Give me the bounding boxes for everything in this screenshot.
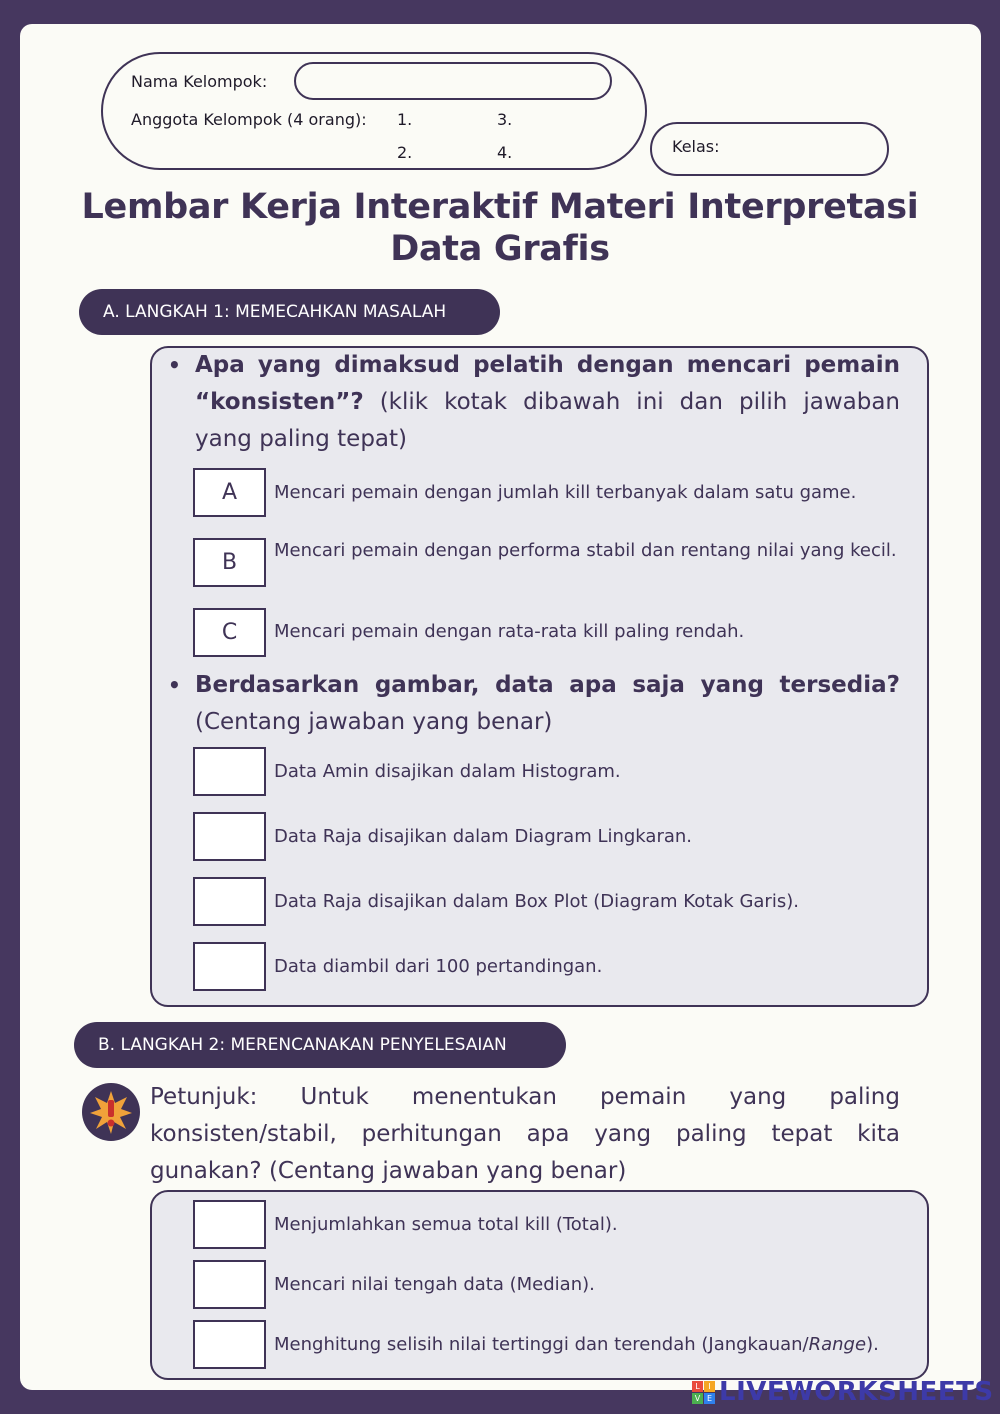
checkbox-b-3[interactable] xyxy=(193,1320,266,1369)
b-option-3-suffix: ). xyxy=(866,1334,879,1355)
checkbox-q2-1[interactable] xyxy=(193,747,266,796)
q2-option-1-text: Data Amin disajikan dalam Histogram. xyxy=(274,761,621,782)
member-number-3: 3. xyxy=(497,110,513,129)
question-2-instruction: (Centang jawaban yang benar) xyxy=(195,709,553,735)
checkbox-b-2[interactable] xyxy=(193,1260,266,1309)
q2-option-2-text: Data Raja disajikan dalam Diagram Lingkaran. xyxy=(274,826,693,847)
question-1-bold: Apa yang dimaksud pelatih dengan mencari pemain “konsisten”? xyxy=(195,352,900,415)
section-a-heading: A. LANGKAH 1: MEMECAHKAN MASALAH xyxy=(79,289,500,335)
b-option-1-text: Menjumlahkan semua total kill (Total). xyxy=(274,1214,618,1235)
question-1 xyxy=(195,347,900,458)
bullet-icon: • xyxy=(168,673,181,697)
logo-text: LIVEWORKSHEETS xyxy=(719,1377,994,1407)
option-c-button[interactable]: C xyxy=(193,608,266,657)
question-1-instruction: (klik kotak dibawah ini dan pilih jawaban yang paling tepat) xyxy=(195,389,900,452)
b-option-3-prefix: Menghitung selisih nilai tertinggi dan terendah (Jangkauan/ xyxy=(274,1334,809,1355)
section-b-heading: B. LANGKAH 2: MERENCANAKAN PENYELESAIAN xyxy=(74,1022,566,1068)
logo-badge-icon: L I V E xyxy=(692,1381,715,1404)
member-number-2: 2. xyxy=(397,143,413,162)
page-title-line-2: Data Grafis xyxy=(390,229,610,269)
checkbox-q2-3[interactable] xyxy=(193,877,266,926)
member-number-1: 1. xyxy=(397,110,413,129)
b-option-3-italic: Range xyxy=(808,1334,867,1355)
question-2 xyxy=(195,667,900,741)
liveworksheets-logo xyxy=(692,1377,994,1407)
member-number-4: 4. xyxy=(497,143,513,162)
option-a-text: Mencari pemain dengan jumlah kill terbanyak dalam satu game. xyxy=(274,482,857,503)
members-label: Anggota Kelompok (4 orang): xyxy=(131,110,367,129)
hint-text: Petunjuk: Untuk menentukan pemain yang paling konsisten/stabil, perhitungan apa yang paling tepat kita gunakan? (Centang jawaban yang benar) xyxy=(150,1084,900,1184)
class-label: Kelas: xyxy=(672,137,720,156)
q2-option-4-text: Data diambil dari 100 pertandingan. xyxy=(274,956,603,977)
option-b-text: Mencari pemain dengan performa stabil dan rentang nilai yang kecil. xyxy=(274,540,897,561)
alert-icon xyxy=(82,1083,140,1141)
page-title-line-1: Lembar Kerja Interaktif Materi Interpretasi xyxy=(81,187,919,227)
group-name-input[interactable] xyxy=(294,62,612,100)
b-option-3-text xyxy=(274,1334,879,1356)
option-c-text: Mencari pemain dengan rata-rata kill paling rendah. xyxy=(274,621,745,642)
option-b-button[interactable]: B xyxy=(193,538,266,587)
group-name-label: Nama Kelompok: xyxy=(131,72,268,91)
option-a-button[interactable]: A xyxy=(193,468,266,517)
alert-burst-icon xyxy=(82,1083,140,1141)
bullet-icon: • xyxy=(168,353,181,377)
checkbox-q2-2[interactable] xyxy=(193,812,266,861)
q2-option-3-text: Data Raja disajikan dalam Box Plot (Diagram Kotak Garis). xyxy=(274,891,799,912)
b-option-2-text: Mencari nilai tengah data (Median). xyxy=(274,1274,595,1295)
checkbox-q2-4[interactable] xyxy=(193,942,266,991)
question-2-bold: Berdasarkan gambar, data apa saja yang tersedia? xyxy=(195,672,900,698)
checkbox-b-1[interactable] xyxy=(193,1200,266,1249)
